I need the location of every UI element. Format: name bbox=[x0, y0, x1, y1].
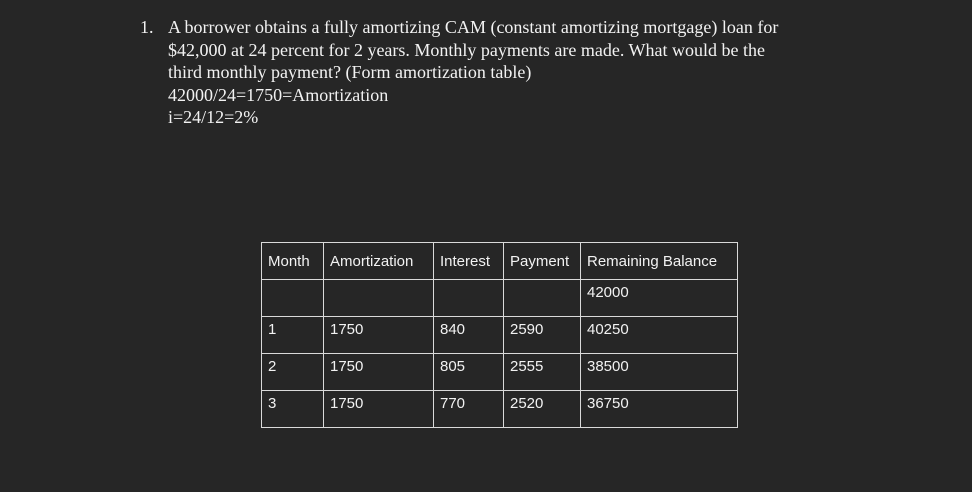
table-cell: 1750 bbox=[324, 354, 434, 391]
header-remaining-balance: Remaining Balance bbox=[581, 243, 738, 280]
table-cell: 1750 bbox=[324, 317, 434, 354]
table-cell: 840 bbox=[434, 317, 504, 354]
table-cell: 2 bbox=[262, 354, 324, 391]
amortization-table bbox=[261, 242, 738, 428]
work-line-amortization: 42000/24=1750=Amortization bbox=[168, 84, 389, 105]
table-cell: 770 bbox=[434, 391, 504, 428]
question-line: third monthly payment? (Form amortization table) bbox=[168, 62, 532, 82]
question-block bbox=[140, 16, 860, 129]
table-cell bbox=[434, 280, 504, 317]
table-row bbox=[262, 391, 738, 428]
table-cell: 2520 bbox=[504, 391, 581, 428]
table-cell bbox=[504, 280, 581, 317]
table-cell: 1750 bbox=[324, 391, 434, 428]
table-cell bbox=[324, 280, 434, 317]
table-cell: 1 bbox=[262, 317, 324, 354]
table-cell: 2555 bbox=[504, 354, 581, 391]
table-cell: 42000 bbox=[581, 280, 738, 317]
table-row bbox=[262, 317, 738, 354]
table-cell: 36750 bbox=[581, 391, 738, 428]
table-row bbox=[262, 280, 738, 317]
table-cell bbox=[262, 280, 324, 317]
header-month: Month bbox=[262, 243, 324, 280]
table-cell: 805 bbox=[434, 354, 504, 391]
question-number: 1. bbox=[140, 17, 154, 37]
header-interest: Interest bbox=[434, 243, 504, 280]
table-cell: 2590 bbox=[504, 317, 581, 354]
table-cell: 3 bbox=[262, 391, 324, 428]
work-line-interest-rate: i=24/12=2% bbox=[168, 107, 259, 127]
question-line: $42,000 at 24 percent for 2 years. Monthly payments are made. What would be the bbox=[168, 39, 765, 60]
table-header-row bbox=[262, 243, 738, 280]
question-text bbox=[168, 16, 860, 129]
table-cell: 38500 bbox=[581, 354, 738, 391]
table-row bbox=[262, 354, 738, 391]
header-amortization: Amortization bbox=[324, 243, 434, 280]
table-cell: 40250 bbox=[581, 317, 738, 354]
question-line: A borrower obtains a fully amortizing CAM (constant amortizing mortgage) loan for bbox=[168, 17, 779, 37]
header-payment: Payment bbox=[504, 243, 581, 280]
